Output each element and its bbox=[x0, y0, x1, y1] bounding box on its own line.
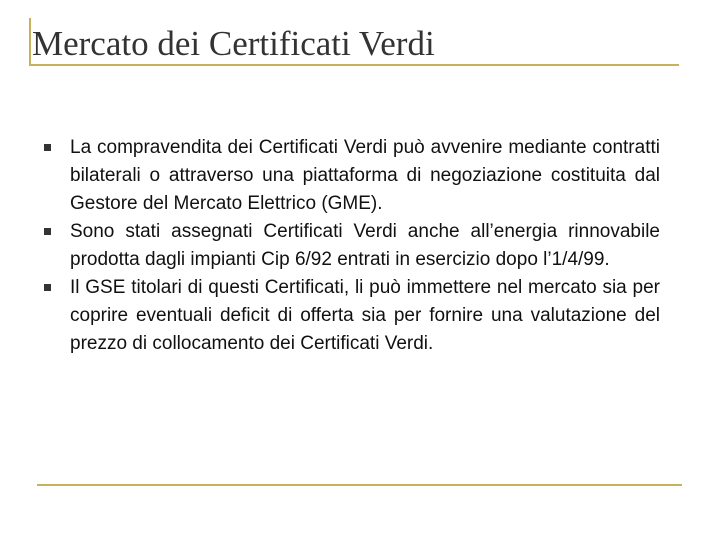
title-underline-rule bbox=[29, 64, 679, 66]
bullet-item-1 bbox=[40, 134, 660, 218]
bullet-item-2 bbox=[40, 218, 660, 274]
square-bullet-icon bbox=[44, 144, 51, 151]
bullet-item-3 bbox=[40, 274, 660, 358]
title-accent-vertical-line bbox=[29, 18, 31, 66]
bullet-text: La compravendita dei Certificati Verdi può avvenire mediante contratti bilaterali o attraverso una piattaforma di negoziazione costituita dal Gestore del Mercato Elettrico (GME). bbox=[70, 137, 660, 214]
bullet-text: Il GSE titolari di questi Certificati, li può immettere nel mercato sia per coprire eventuali deficit di offerta sia per fornire una valutazione del prezzo di collocamento dei Certificati Verdi. bbox=[70, 277, 660, 354]
footer-rule bbox=[37, 484, 682, 486]
bullet-text: Sono stati assegnati Certificati Verdi anche all’energia rinnovabile prodotta dagli impianti Cip 6/92 entrati in esercizio dopo l’1/4/99. bbox=[70, 221, 660, 270]
square-bullet-icon bbox=[44, 284, 51, 291]
bullet-list bbox=[40, 134, 660, 358]
square-bullet-icon bbox=[44, 228, 51, 235]
slide-title: Mercato dei Certificati Verdi bbox=[32, 24, 435, 63]
